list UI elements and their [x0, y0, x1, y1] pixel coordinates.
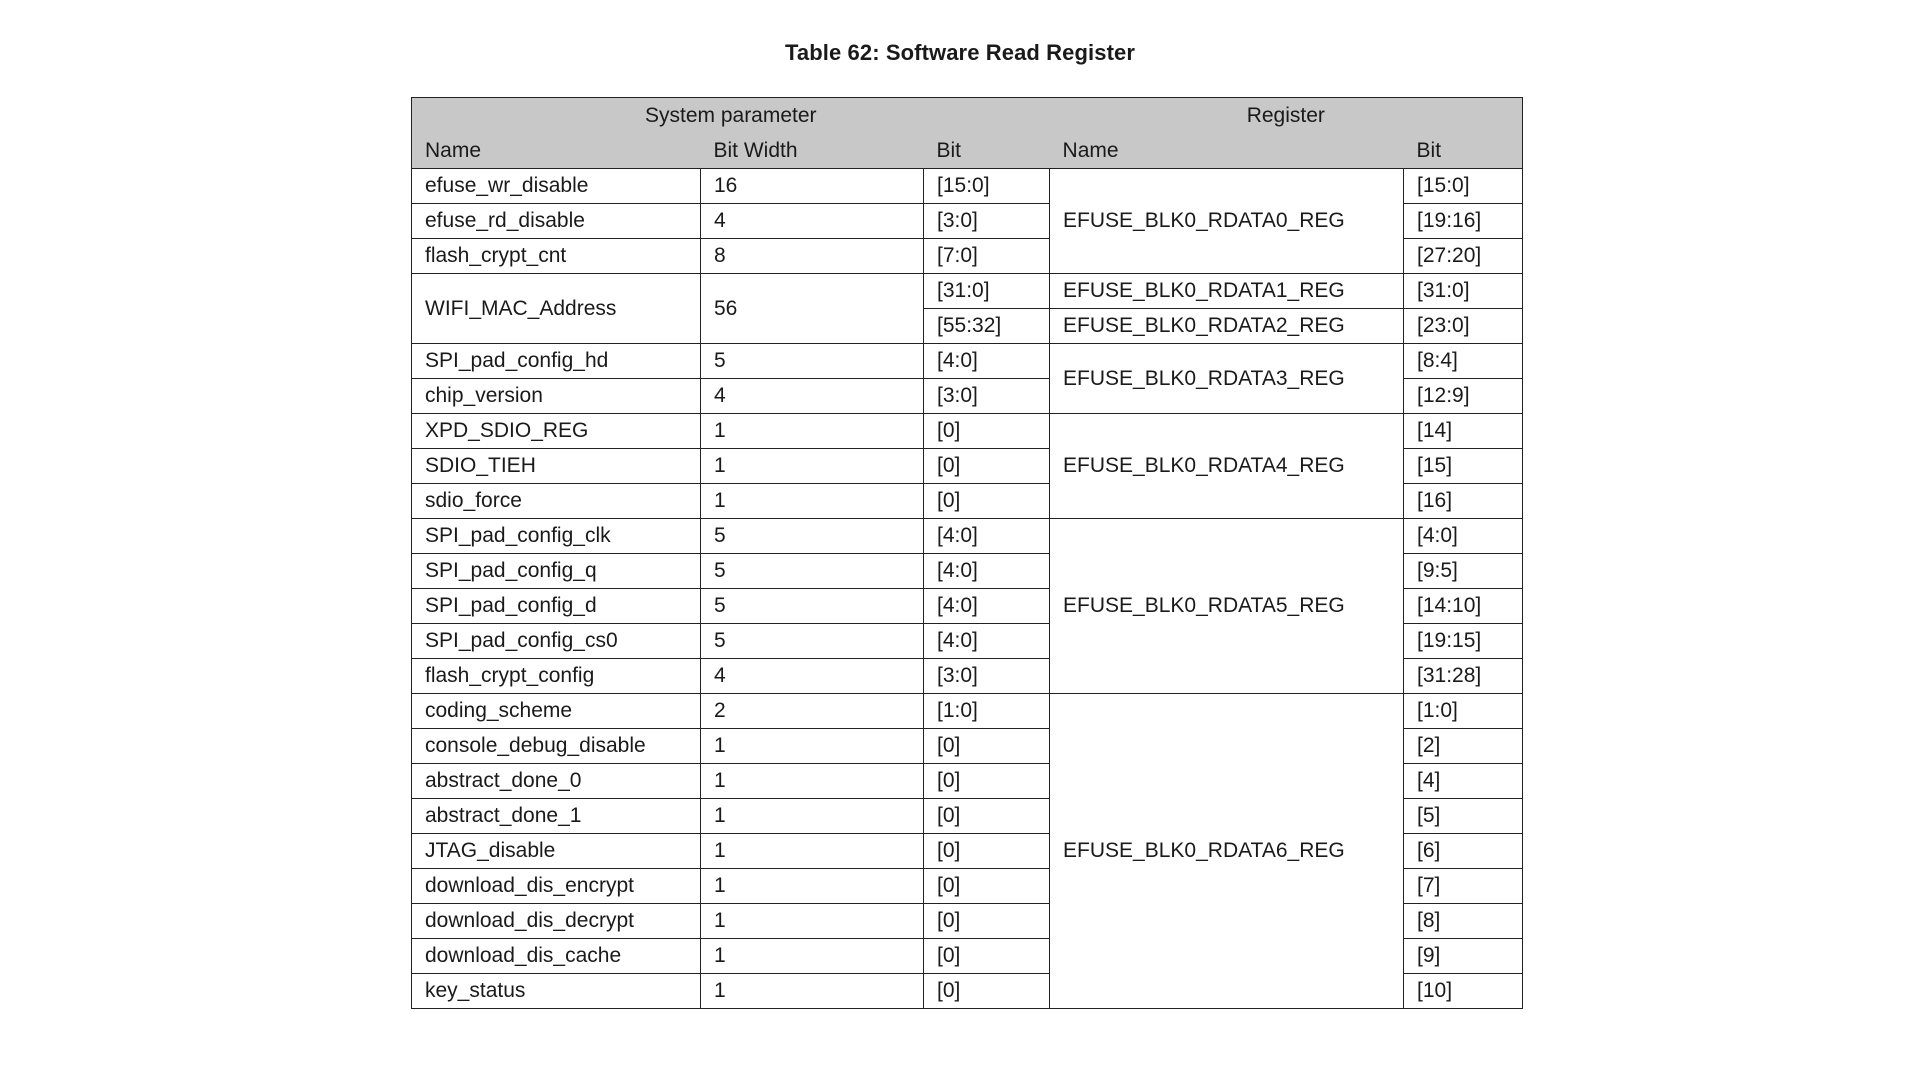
param-name-cell: coding_scheme	[412, 694, 701, 729]
param-bit-cell: [1:0]	[924, 694, 1050, 729]
param-bit-width-cell: 56	[701, 274, 924, 344]
param-bit-width-cell: 1	[701, 449, 924, 484]
param-name-cell: abstract_done_0	[412, 764, 701, 799]
param-bit-cell: [0]	[924, 834, 1050, 869]
param-name-cell: download_dis_cache	[412, 939, 701, 974]
table-caption: Table 62: Software Read Register	[784, 40, 1135, 65]
register-name-cell: EFUSE_BLK0_RDATA4_REG	[1050, 414, 1404, 519]
param-name-cell: SPI_pad_config_clk	[412, 519, 701, 554]
param-bit-width-cell: 1	[701, 939, 924, 974]
param-bit-cell: [4:0]	[924, 344, 1050, 379]
param-bit-width-cell: 1	[701, 729, 924, 764]
param-bit-width-cell: 1	[701, 764, 924, 799]
param-bit-cell: [3:0]	[924, 204, 1050, 239]
param-name-cell: download_dis_decrypt	[412, 904, 701, 939]
param-bit-width-cell: 2	[701, 694, 924, 729]
param-name-cell: SPI_pad_config_q	[412, 554, 701, 589]
table-row	[412, 694, 1523, 729]
param-name-cell: download_dis_encrypt	[412, 869, 701, 904]
bit-column-header: Bit	[924, 133, 1050, 169]
column-header-row	[412, 133, 1523, 169]
register-bit-cell: [27:20]	[1404, 239, 1523, 274]
register-bit-cell: [31:0]	[1404, 274, 1523, 309]
register-bit-cell: [31:28]	[1404, 659, 1523, 694]
register-bit-cell: [7]	[1404, 869, 1523, 904]
register-bit-cell: [19:15]	[1404, 624, 1523, 659]
param-bit-width-cell: 5	[701, 344, 924, 379]
register-bit-cell: [8:4]	[1404, 344, 1523, 379]
system-parameter-header: System parameter	[412, 98, 1050, 134]
param-name-cell: SPI_pad_config_cs0	[412, 624, 701, 659]
register-header: Register	[1050, 98, 1523, 134]
param-bit-width-cell: 1	[701, 974, 924, 1009]
param-name-cell: console_debug_disable	[412, 729, 701, 764]
param-name-cell: flash_crypt_cnt	[412, 239, 701, 274]
param-bit-width-cell: 4	[701, 659, 924, 694]
param-bit-width-cell: 1	[701, 799, 924, 834]
param-bit-cell: [15:0]	[924, 169, 1050, 204]
param-name-cell: efuse_wr_disable	[412, 169, 701, 204]
register-bit-cell: [10]	[1404, 974, 1523, 1009]
param-bit-width-cell: 1	[701, 834, 924, 869]
param-name-cell: flash_crypt_config	[412, 659, 701, 694]
param-bit-width-cell: 1	[701, 904, 924, 939]
param-bit-cell: [0]	[924, 484, 1050, 519]
param-name-cell: sdio_force	[412, 484, 701, 519]
param-bit-cell: [0]	[924, 449, 1050, 484]
register-bit-cell: [14]	[1404, 414, 1523, 449]
register-bit-cell: [4:0]	[1404, 519, 1523, 554]
register-bit-cell: [9:5]	[1404, 554, 1523, 589]
param-bit-width-cell: 5	[701, 624, 924, 659]
register-name-cell: EFUSE_BLK0_RDATA3_REG	[1050, 344, 1404, 414]
param-bit-width-cell: 5	[701, 589, 924, 624]
param-bit-cell: [4:0]	[924, 624, 1050, 659]
param-bit-cell: [3:0]	[924, 659, 1050, 694]
param-bit-cell: [4:0]	[924, 519, 1050, 554]
param-bit-cell: [0]	[924, 939, 1050, 974]
register-bit-cell: [12:9]	[1404, 379, 1523, 414]
param-bit-cell: [3:0]	[924, 379, 1050, 414]
register-name-cell: EFUSE_BLK0_RDATA2_REG	[1050, 309, 1404, 344]
param-bit-cell: [31:0]	[924, 274, 1050, 309]
table-row	[412, 414, 1523, 449]
param-bit-width-cell: 5	[701, 519, 924, 554]
register-bit-cell: [15:0]	[1404, 169, 1523, 204]
param-name-cell: efuse_rd_disable	[412, 204, 701, 239]
param-bit-width-cell: 5	[701, 554, 924, 589]
register-bit-column-header: Bit	[1404, 133, 1523, 169]
register-bit-cell: [8]	[1404, 904, 1523, 939]
register-bit-cell: [19:16]	[1404, 204, 1523, 239]
bit-width-column-header: Bit Width	[701, 133, 924, 169]
register-bit-cell: [15]	[1404, 449, 1523, 484]
param-bit-width-cell: 1	[701, 869, 924, 904]
param-bit-cell: [0]	[924, 729, 1050, 764]
register-bit-cell: [1:0]	[1404, 694, 1523, 729]
param-name-cell: key_status	[412, 974, 701, 1009]
param-bit-cell: [0]	[924, 904, 1050, 939]
param-name-cell: SPI_pad_config_d	[412, 589, 701, 624]
param-bit-width-cell: 4	[701, 379, 924, 414]
register-bit-cell: [6]	[1404, 834, 1523, 869]
param-bit-width-cell: 16	[701, 169, 924, 204]
table-row	[412, 344, 1523, 379]
param-name-cell: chip_version	[412, 379, 701, 414]
param-bit-cell: [0]	[924, 764, 1050, 799]
param-name-cell: JTAG_disable	[412, 834, 701, 869]
param-name-cell: abstract_done_1	[412, 799, 701, 834]
register-bit-cell: [16]	[1404, 484, 1523, 519]
param-bit-cell: [4:0]	[924, 554, 1050, 589]
name-column-header: Name	[412, 133, 701, 169]
register-name-cell: EFUSE_BLK0_RDATA6_REG	[1050, 694, 1404, 1009]
register-bit-cell: [14:10]	[1404, 589, 1523, 624]
param-bit-cell: [0]	[924, 799, 1050, 834]
param-bit-cell: [7:0]	[924, 239, 1050, 274]
param-bit-cell: [55:32]	[924, 309, 1050, 344]
param-bit-cell: [0]	[924, 869, 1050, 904]
param-name-cell: XPD_SDIO_REG	[412, 414, 701, 449]
table-body	[412, 169, 1523, 1009]
table-row	[412, 169, 1523, 204]
param-name-cell: SDIO_TIEH	[412, 449, 701, 484]
param-name-cell: WIFI_MAC_Address	[412, 274, 701, 344]
group-header-row	[412, 98, 1523, 134]
register-bit-cell: [23:0]	[1404, 309, 1523, 344]
register-bit-cell: [2]	[1404, 729, 1523, 764]
software-read-register-table	[411, 97, 1523, 1009]
param-bit-cell: [0]	[924, 414, 1050, 449]
register-bit-cell: [5]	[1404, 799, 1523, 834]
param-name-cell: SPI_pad_config_hd	[412, 344, 701, 379]
table-row	[412, 274, 1523, 309]
param-bit-width-cell: 4	[701, 204, 924, 239]
table-row	[412, 519, 1523, 554]
register-name-cell: EFUSE_BLK0_RDATA5_REG	[1050, 519, 1404, 694]
register-name-cell: EFUSE_BLK0_RDATA1_REG	[1050, 274, 1404, 309]
register-name-cell: EFUSE_BLK0_RDATA0_REG	[1050, 169, 1404, 274]
param-bit-cell: [0]	[924, 974, 1050, 1009]
param-bit-width-cell: 1	[701, 414, 924, 449]
register-bit-cell: [4]	[1404, 764, 1523, 799]
register-bit-cell: [9]	[1404, 939, 1523, 974]
param-bit-width-cell: 8	[701, 239, 924, 274]
param-bit-cell: [4:0]	[924, 589, 1050, 624]
register-name-column-header: Name	[1050, 133, 1404, 169]
param-bit-width-cell: 1	[701, 484, 924, 519]
